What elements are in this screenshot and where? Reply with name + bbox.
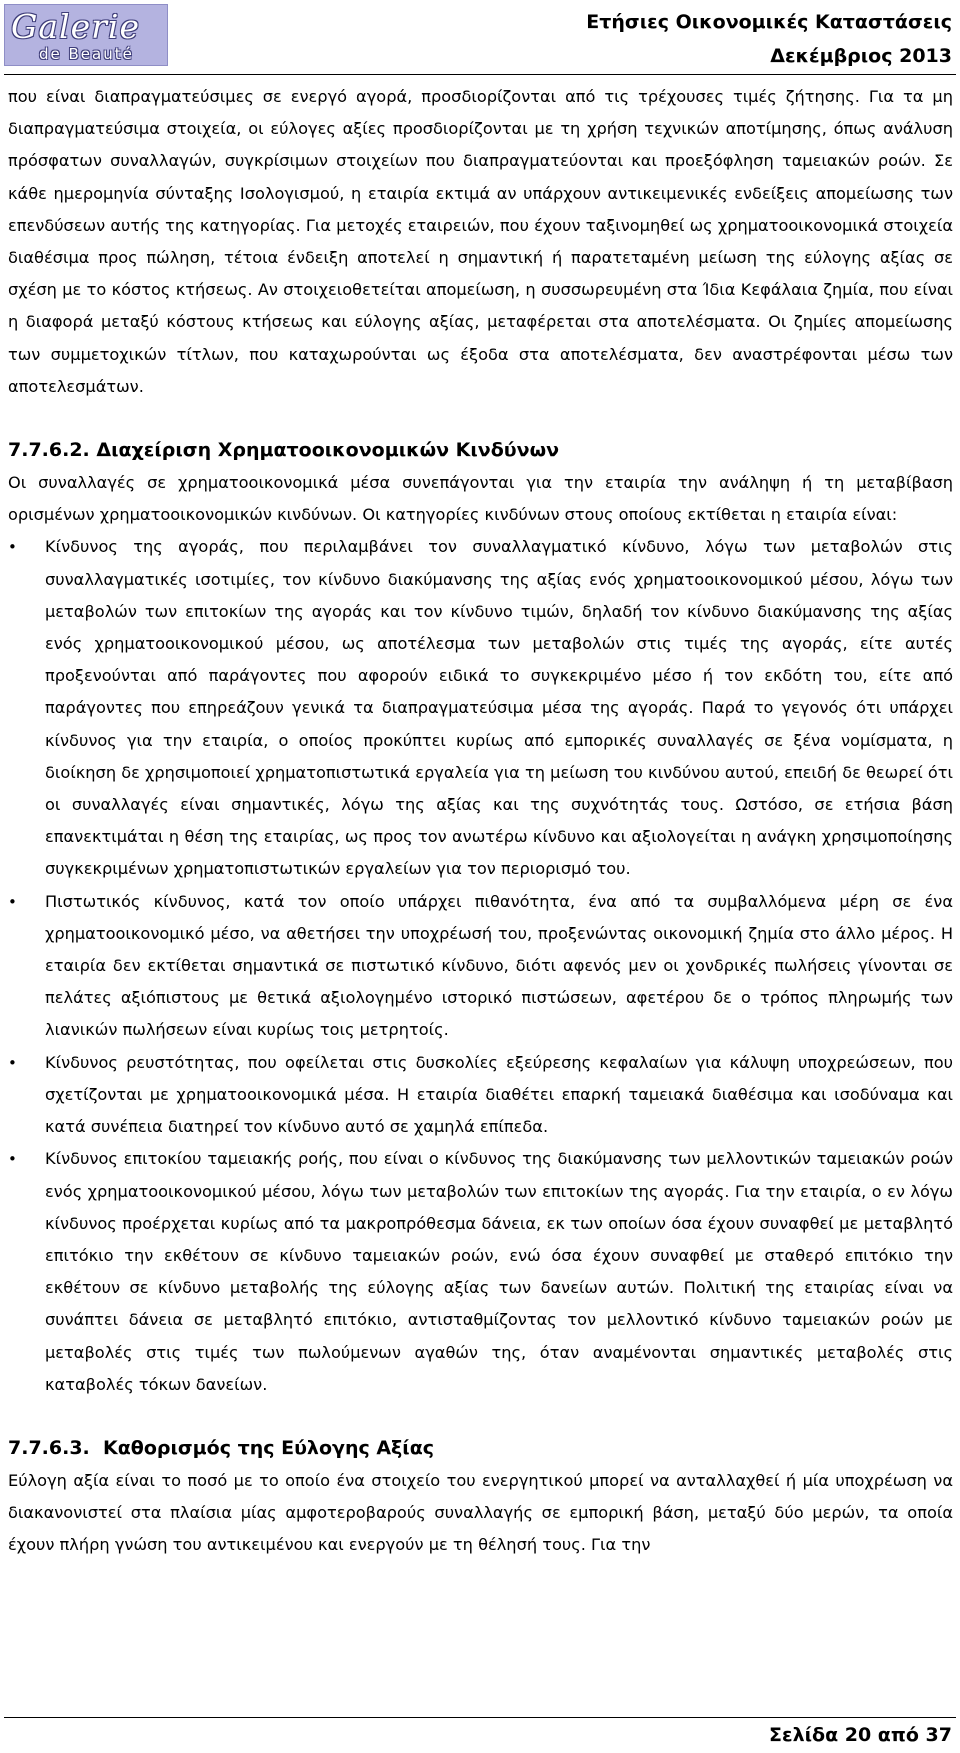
section-title: Καθορισμός της Εύλογης Αξίας [103, 1436, 435, 1459]
section-paragraph: Εύλογη αξία είναι το ποσό με το οποίο ένα στοιχείο του ενεργητικού μπορεί να ανταλλαχθεί ή μία υποχρέωση να διακανονιστεί στα πλαίσια μίας αμφοτεροβαρούς συναλλαγής σε εμπορική βάση, μεταξύ δύο μερών, τα οποία έχουν πλήρη γνώση του αντικειμένου και ενεργούν με τη θέλησή τους. Για την [8, 1470, 953, 1555]
company-logo [4, 4, 168, 66]
footer-divider [4, 1717, 956, 1718]
list-item [8, 531, 953, 885]
list-item-text: Κίνδυνος επιτοκίου ταμειακής ροής, που είναι ο κίνδυνος της διακύμανσης των μελλοντικών ταμειακών ροών ενός χρηματοοικονομικού μέσου, λόγω των μεταβολών των επιτοκίων της αγοράς. Για την εταιρία, ο εν λόγω κίνδυνος προέρχεται κυρίως από τα μακροπρόθεσμα δάνεια, εκ των οποίων όσα έχουν συναφθεί με μεταβλητό επιτόκιο την εκθέτουν σε κίνδυνο ταμειακών ροών, ενώ όσα έχουν συναφθεί με σταθερό επιτόκιο την εκθέτουν σε κίνδυνο μεταβολής της εύλογης αξίας των δανείων αυτών. Πολιτική της εταιρίας είναι να συνάπτει δάνεια σε μεταβλητό επιτόκιο, αντισταθμίζοντας τον μελλοντικό κίνδυνο ταμειακών ροών με μεταβολές στις τιμές των πωλούμενων αγαθών της, όταν αναμένονται σημαντικές μεταβολές στις καταβολές τόκων δανείων. [45, 1149, 953, 1394]
bullet-icon: • [8, 1150, 17, 1169]
list-item-text: Κίνδυνος της αγοράς, που περιλαμβάνει τον συναλλαγματικό κίνδυνο, λόγω των μεταβολών στις συναλλαγματικές ισοτιμίες, τον κίνδυνο διακύμανσης της αξίας ενός χρηματοοικονομικού μέσου, λόγω των μεταβολών των επιτοκίων της αγοράς και τον κίνδυνο τιμών, δηλαδή τον κίνδυνο διακύμανσης της αξίας ενός χρηματοοικονομικού μέσου, ως αποτέλεσμα των μεταβολών στις τιμές της αγοράς, είτε αυτές προξενούνται από παράγοντες που αφορούν ειδικά το συγκεκριμένο μέσο ή τον εκδότη του, είτε από παράγοντες που επηρεάζουν γενικά τα διαπραγματεύσιμα μέσα της αγοράς. Παρά το γεγονός ότι υπάρχει κίνδυνος για την εταιρία, ο οποίος προκύπτει κυρίως από εμπορικές συναλλαγές σε ξένα νομίσματα, η διοίκηση δε χρησιμοποιεί χρηματοπιστωτικά εργαλεία για τη μείωση του κινδύνου αυτού, επειδή δε θεωρεί ότι οι συναλλαγές είναι σημαντικές, λόγω της αξίας και της συχνότητάς τους. Ωστόσο, σε ετήσια βάση επανεκτιμάται η θέση της εταιρίας, ως προς τον ανωτέρω κίνδυνο και αξιολογείται η ανάγκη χρησιμοποίησης συγκεκριμένων χρηματοπιστωτικών εργαλείων για τον περιορισμό του. [45, 537, 953, 879]
section-heading-7762 [8, 433, 953, 467]
page-header [4, 4, 956, 72]
document-body [8, 81, 953, 1562]
section-spacer [8, 403, 953, 433]
section-spacer [8, 1401, 953, 1431]
intro-paragraph: που είναι διαπραγματεύσιμες σε ενεργό αγορά, προσδιορίζονται από τις τρέχουσες τιμές ζήτησης. Για τα μη διαπραγματεύσιμα στοιχεία, οι εύλογες αξίες προσδιορίζονται με τη χρήση τεχνικών αποτίμησης, όπως ανάλυση πρόσφατων συναλλαγών, συγκρίσιμων στοιχείων που διαπραγματεύονται και προεξόφληση ταμειακών ροών. Σε κάθε ημερομηνία σύνταξης Ισολογισμού, η εταιρία εκτιμά αν υπάρχουν αντικειμενικές ενδείξεις απομείωσης των επενδύσεων αυτής της κατηγορίας. Για μετοχές εταιρειών, που έχουν ταξινομηθεί ως χρηματοοικονομικά στοιχεία διαθέσιμα προς πώληση, τέτοια ένδειξη αποτελεί η σημαντική ή παρατεταμένη μείωση της εύλογης αξίας σε σχέση με το κόστος κτήσεως. Αν στοιχειοθετείται απομείωση, η συσσωρευμένη στα Ίδια Κεφάλαια ζημία, που είναι η διαφορά μεταξύ κόστους κτήσεως και εύλογης αξίας, μεταφέρεται στα αποτελέσματα. Οι ζημίες απομείωσης των συμμετοχικών τίτλων, που καταχωρούνται ως έξοδα στα αποτελέσματα, δεν αναστρέφονται μέσω των αποτελεσμάτων. [8, 87, 953, 396]
risk-list [8, 531, 953, 1400]
section-number: 7.7.6.2. [8, 439, 90, 462]
section-title: Διαχείριση Χρηματοοικονομικών Κινδύνων [96, 439, 560, 462]
section-number: 7.7.6.3. [8, 1436, 90, 1459]
bullet-icon: • [8, 1053, 17, 1072]
section-paragraph: Οι συναλλαγές σε χρηματοοικονομικά μέσα συνεπάγονται για την εταιρία την ανάληψη ή τη μεταβίβαση ορισμένων χρηματοοικονομικών κινδύνων. Οι κατηγορίες κινδύνων στους οποίους εκτίθεται η εταιρία είναι: [8, 473, 953, 525]
list-item-text: Κίνδυνος ρευστότητας, που οφείλεται στις δυσκολίες εξεύρεσης κεφαλαίων για κάλυψη υποχρεώσεων, που σχετίζονται με χρηματοοικονομικά μέσα. Η εταιρία διαθέτει επαρκή ταμειακά διαθέσιμα και ισοδύναμα και κατά συνέπεια διατηρεί τον κίνδυνο αυτό σε χαμηλά επίπεδα. [45, 1052, 953, 1137]
page-number: Σελίδα 20 από 37 [769, 1724, 952, 1746]
list-item [8, 1143, 953, 1401]
list-item-text: Πιστωτικός κίνδυνος, κατά τον οποίο υπάρχει πιθανότητα, ένα από τα συμβαλλόμενα μέρη σε ένα χρηματοοικονομικό μέσο, να αθετήσει την υποχρέωσή του, προξενώντας οικονομική ζημία στο άλλο μέρος. Η εταιρία δεν εκτίθεται σημαντικά σε πιστωτικό κίνδυνο, διότι αφενός μεν οι χονδρικές πωλήσεις γίνονται σε πελάτες αξιόπιστους με θετικά αξιολογημένο ιστορικό πιστώσεων, αφετέρου δε ο τρόπος πληρωμής των λιανικών πωλήσεων είναι κυρίως τοις μετρητοίς. [45, 891, 953, 1040]
section-heading-7763 [8, 1431, 953, 1465]
bullet-icon: • [8, 538, 17, 557]
header-divider [4, 74, 956, 75]
list-item [8, 1047, 953, 1144]
bullet-icon: • [8, 892, 17, 911]
document-title: Ετήσιες Οικονομικές Καταστάσεις [586, 11, 952, 33]
document-date: Δεκέμβριος 2013 [770, 45, 952, 67]
logo-wordmark: Galerie [11, 7, 140, 46]
list-item [8, 886, 953, 1047]
logo-tagline: de Beauté [39, 45, 134, 63]
